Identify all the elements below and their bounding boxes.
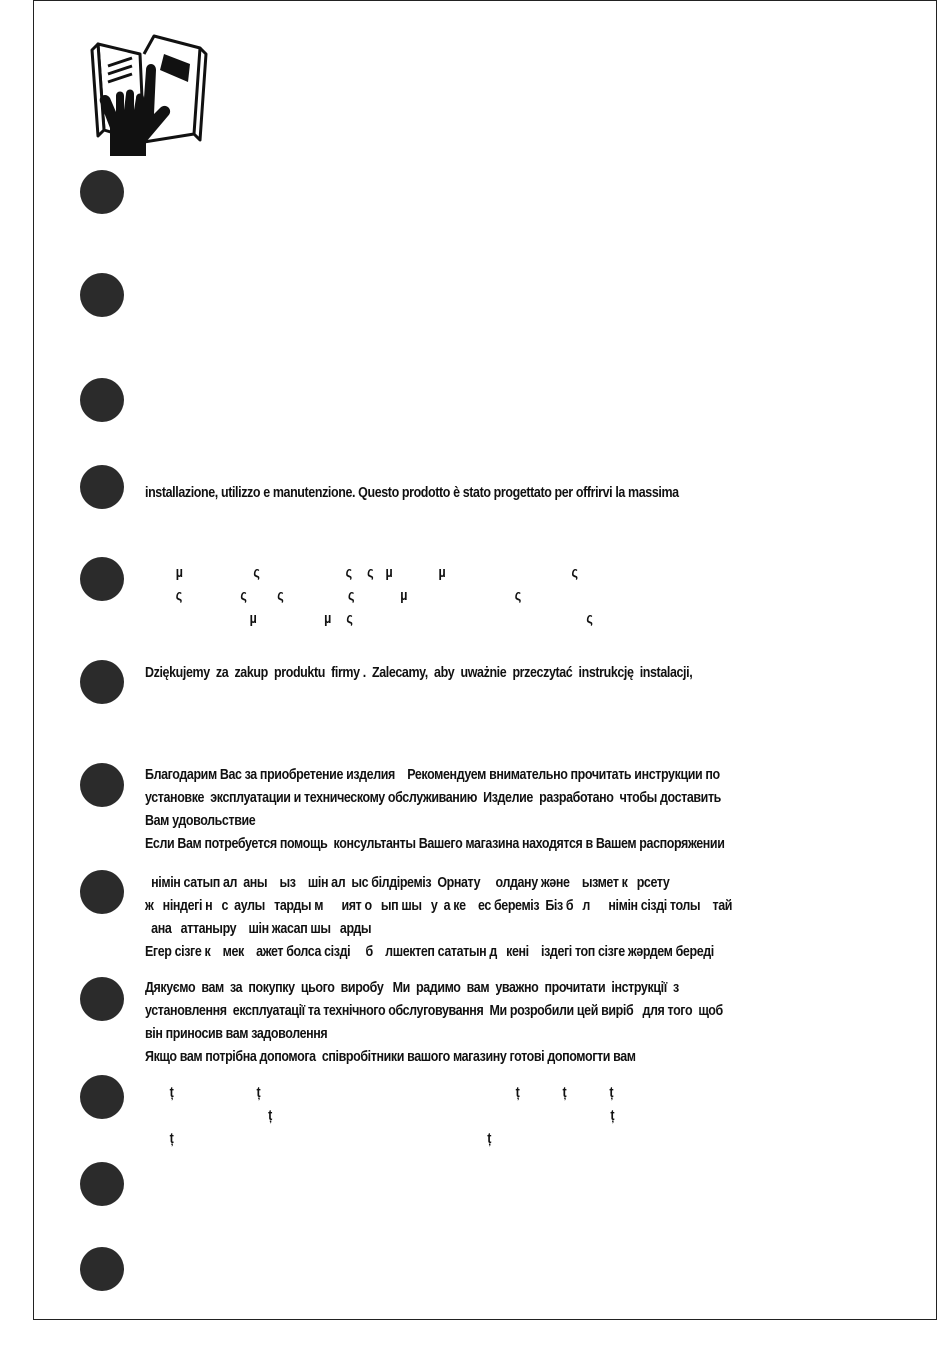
bullet-4 bbox=[80, 465, 124, 509]
text-line: Dziękujemy za zakup produktu firmy . Zalecamy, aby uważnie przeczytać instrukcję instalacji, bbox=[145, 665, 693, 681]
bullet-1 bbox=[80, 170, 124, 214]
bullet-2 bbox=[80, 273, 124, 317]
text-italian bbox=[145, 482, 845, 505]
text-line: Якщо вам потрібна допомога співробітники вашого магазину готові допомогти вам bbox=[145, 1049, 636, 1065]
text-line: ț ț bbox=[145, 1131, 492, 1147]
text-line: Благодарим Вас за приобретение изделия Рекомендуем внимательно прочитать инструкции по bbox=[145, 767, 720, 783]
bullet-8 bbox=[80, 870, 124, 914]
text-greek bbox=[145, 562, 845, 631]
text-line: установлення експлуатації та технічного обслуговування Ми розробили цей виріб для того щоб bbox=[145, 1003, 723, 1019]
text-line: µ ς ς ς µ µ ς bbox=[145, 565, 578, 581]
bullet-12 bbox=[80, 1247, 124, 1291]
bullet-7 bbox=[80, 763, 124, 807]
text-line: ана аттаныру шін жасап шы арды bbox=[145, 921, 372, 937]
text-line: він приносив вам задоволення bbox=[145, 1026, 328, 1042]
text-line: µ µ ς ς bbox=[145, 611, 593, 627]
text-russian bbox=[145, 764, 845, 856]
text-line: німін сатып ал аны ыз шін ал ыс білдіреміз Орнату олдану және ызмет к рсету bbox=[145, 875, 670, 891]
text-line: ț ț bbox=[145, 1108, 615, 1124]
text-line: Вам удовольствие bbox=[145, 813, 256, 829]
bullet-5 bbox=[80, 557, 124, 601]
text-line: ț ț ț ț ț bbox=[145, 1085, 614, 1101]
text-line: Если Вам потребуется помощь консультанты Вашего магазина находятся в Вашем распоряжении bbox=[145, 836, 725, 852]
text-polish bbox=[145, 662, 845, 685]
bullet-9 bbox=[80, 977, 124, 1021]
text-romanian bbox=[145, 1082, 845, 1151]
bullet-10 bbox=[80, 1075, 124, 1119]
text-ukrainian bbox=[145, 977, 845, 1069]
text-kazakh bbox=[145, 872, 845, 964]
manual-hand-icon bbox=[86, 30, 214, 158]
text-line: ς ς ς ς µ ς bbox=[145, 588, 521, 604]
bullet-3 bbox=[80, 378, 124, 422]
text-line: installazione, utilizzo e manutenzione. Questo prodotto è stato progettato per offrirvi la massima bbox=[145, 485, 679, 501]
text-line: установке эксплуатации и техническому обслуживанию Изделие разработано чтобы доставить bbox=[145, 790, 721, 806]
text-line: ж ніндегі н с аулы тарды м ият о ып шы у а ке ес береміз Біз б л німін сізді толы тай bbox=[145, 898, 733, 914]
text-line: Егер сізге к мек ажет болса сізді б лшектеп сататын д кені іздегі топ сізге жәрдем береді bbox=[145, 944, 714, 960]
text-line: Дякуємо вам за покупку цього виробу Ми радимо вам уважно прочитати інструкції з bbox=[145, 980, 679, 996]
bullet-6 bbox=[80, 660, 124, 704]
bullet-11 bbox=[80, 1162, 124, 1206]
